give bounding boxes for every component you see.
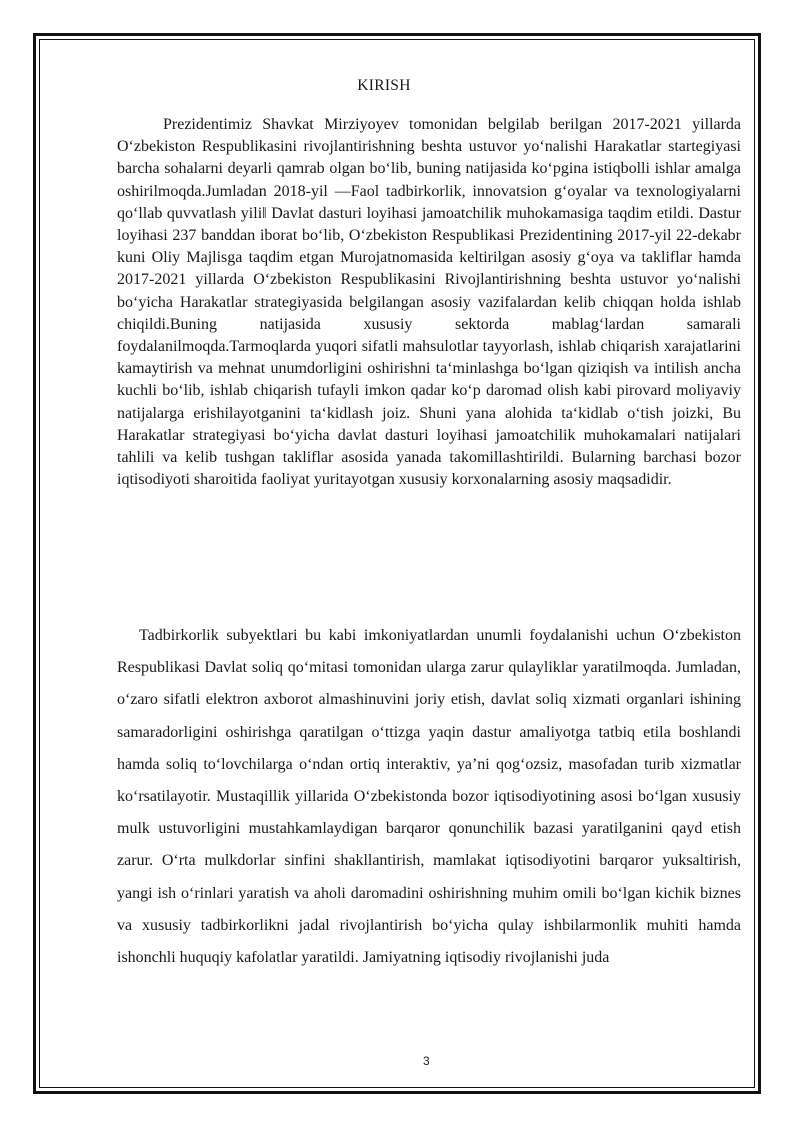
page-number: 3 <box>423 1054 430 1068</box>
section-heading: KIRISH <box>357 77 411 94</box>
paragraph-entrepreneurship: Tadbirkorlik subyektlari bu kabi imkoniyatlardan unumli foydalanishi uchun O‘zbekiston Respublikasi Davlat soliq qo‘mitasi tomonidan ularga zarur qulayliklar yaratilmoqda. Jumladan, o‘zaro sifatli elektron axborot almashinuvini joriy etish, davlat soliq xizmati organlari ishining samaradorligini oshirishga qaratilgan o‘ttizga yaqin dastur amaliyotga tatbiq etila boshlandi hamda soliq to‘lovchilarga o‘ndan ortiq interaktiv, ya’ni qog‘ozsiz, masofadan turib xizmatlar ko‘rsatilayotir. Mustaqillik yillarida O‘zbekistonda bozor iqtisodiyotining asosi bo‘lgan xususiy mulk ustuvorligini mustahkamlaydigan barqaror qonunchilik bazasi yaratilganini qayd etish zarur. O‘rta mulkdorlar sinfini shakllantirish, mamlakat iqtisodiyotini barqaror yuksaltirish, yangi ish o‘rinlari yaratish va aholi daromadini oshirishning muhim omili bo‘lgan kichik biznes va xususiy tadbirkorlikni jadal rivojlantirish bo‘yicha qulay ishbilarmonlik muhiti hamda ishonchli huquqiy kafolatlar yaratildi. Jamiyatning iqtisodiy rivojlanishi juda <box>117 627 741 967</box>
paragraph-intro: Prezidentimiz Shavkat Mirziyoyev tomonidan belgilab berilgan 2017-2021 yillarda O‘zbekiston Respublikasini rivojlantirishning beshta ustuvor yo‘nalishi Harakatlar startegiyasi barcha sohalarni deyarli qamrab olgan bo‘lib, buning natijasida ko‘pgina istiqbolli ishlar amalga oshirilmoqda.Jumladan 2018-yil ―Faol tadbirkorlik, innovatsion g‘oyalar va texnologiyalarni qo‘llab quvvatlash yili‖ Davlat dasturi loyihasi jamoatchilik muhokamasiga taqdim etildi. Dastur loyihasi 237 banddan iborat bo‘lib, O‘zbekiston Respublikasi Prezidentining 2017-yil 22-dekabr kuni Oliy Majlisga taqdim etgan Murojatnomasida keltirilgan asosiy g‘oya va takliflar hamda 2017-2021 yillarda O‘zbekiston Respublikasini Rivojlantirishning beshta ustuvor yo‘nalishi bo‘yicha Harakatlar strategiyasida belgilangan asosiy vazifalardan kelib chiqqan holda ishlab chiqildi.Buning natijasida xususiy sektorda mablag‘lardan samarali foydalanilmoqda.Tarmoqlarda yuqori sifatli mahsulotlar tayyorlash, ishlab chiqarish xarajatlarini kamaytirish va mehnat unumdorligini oshirishni ta‘minlashga bo‘lgan qiziqish va intilish ancha kuchli bo‘lib, ishlab chiqarish tufayli imkon qadar ko‘p daromad olish kabi pirovard moliyaviy natijalarga erishilayotganini ta‘kidlash joiz. Shuni yana alohida ta‘kidlab o‘tish joizki, Bu Harakatlar strategiyasi bo‘yicha davlat dasturi loyihasi jamoatchilik muhokamalari natijalari tahlili va kelib tushgan takliflar asosida yanada takomillashtirildi. Bularning barchasi bozor iqtisodiyoti sharoitida faoliyat yuritayotgan xususiy korxonalarning asosiy maqsadidir. <box>117 116 741 489</box>
